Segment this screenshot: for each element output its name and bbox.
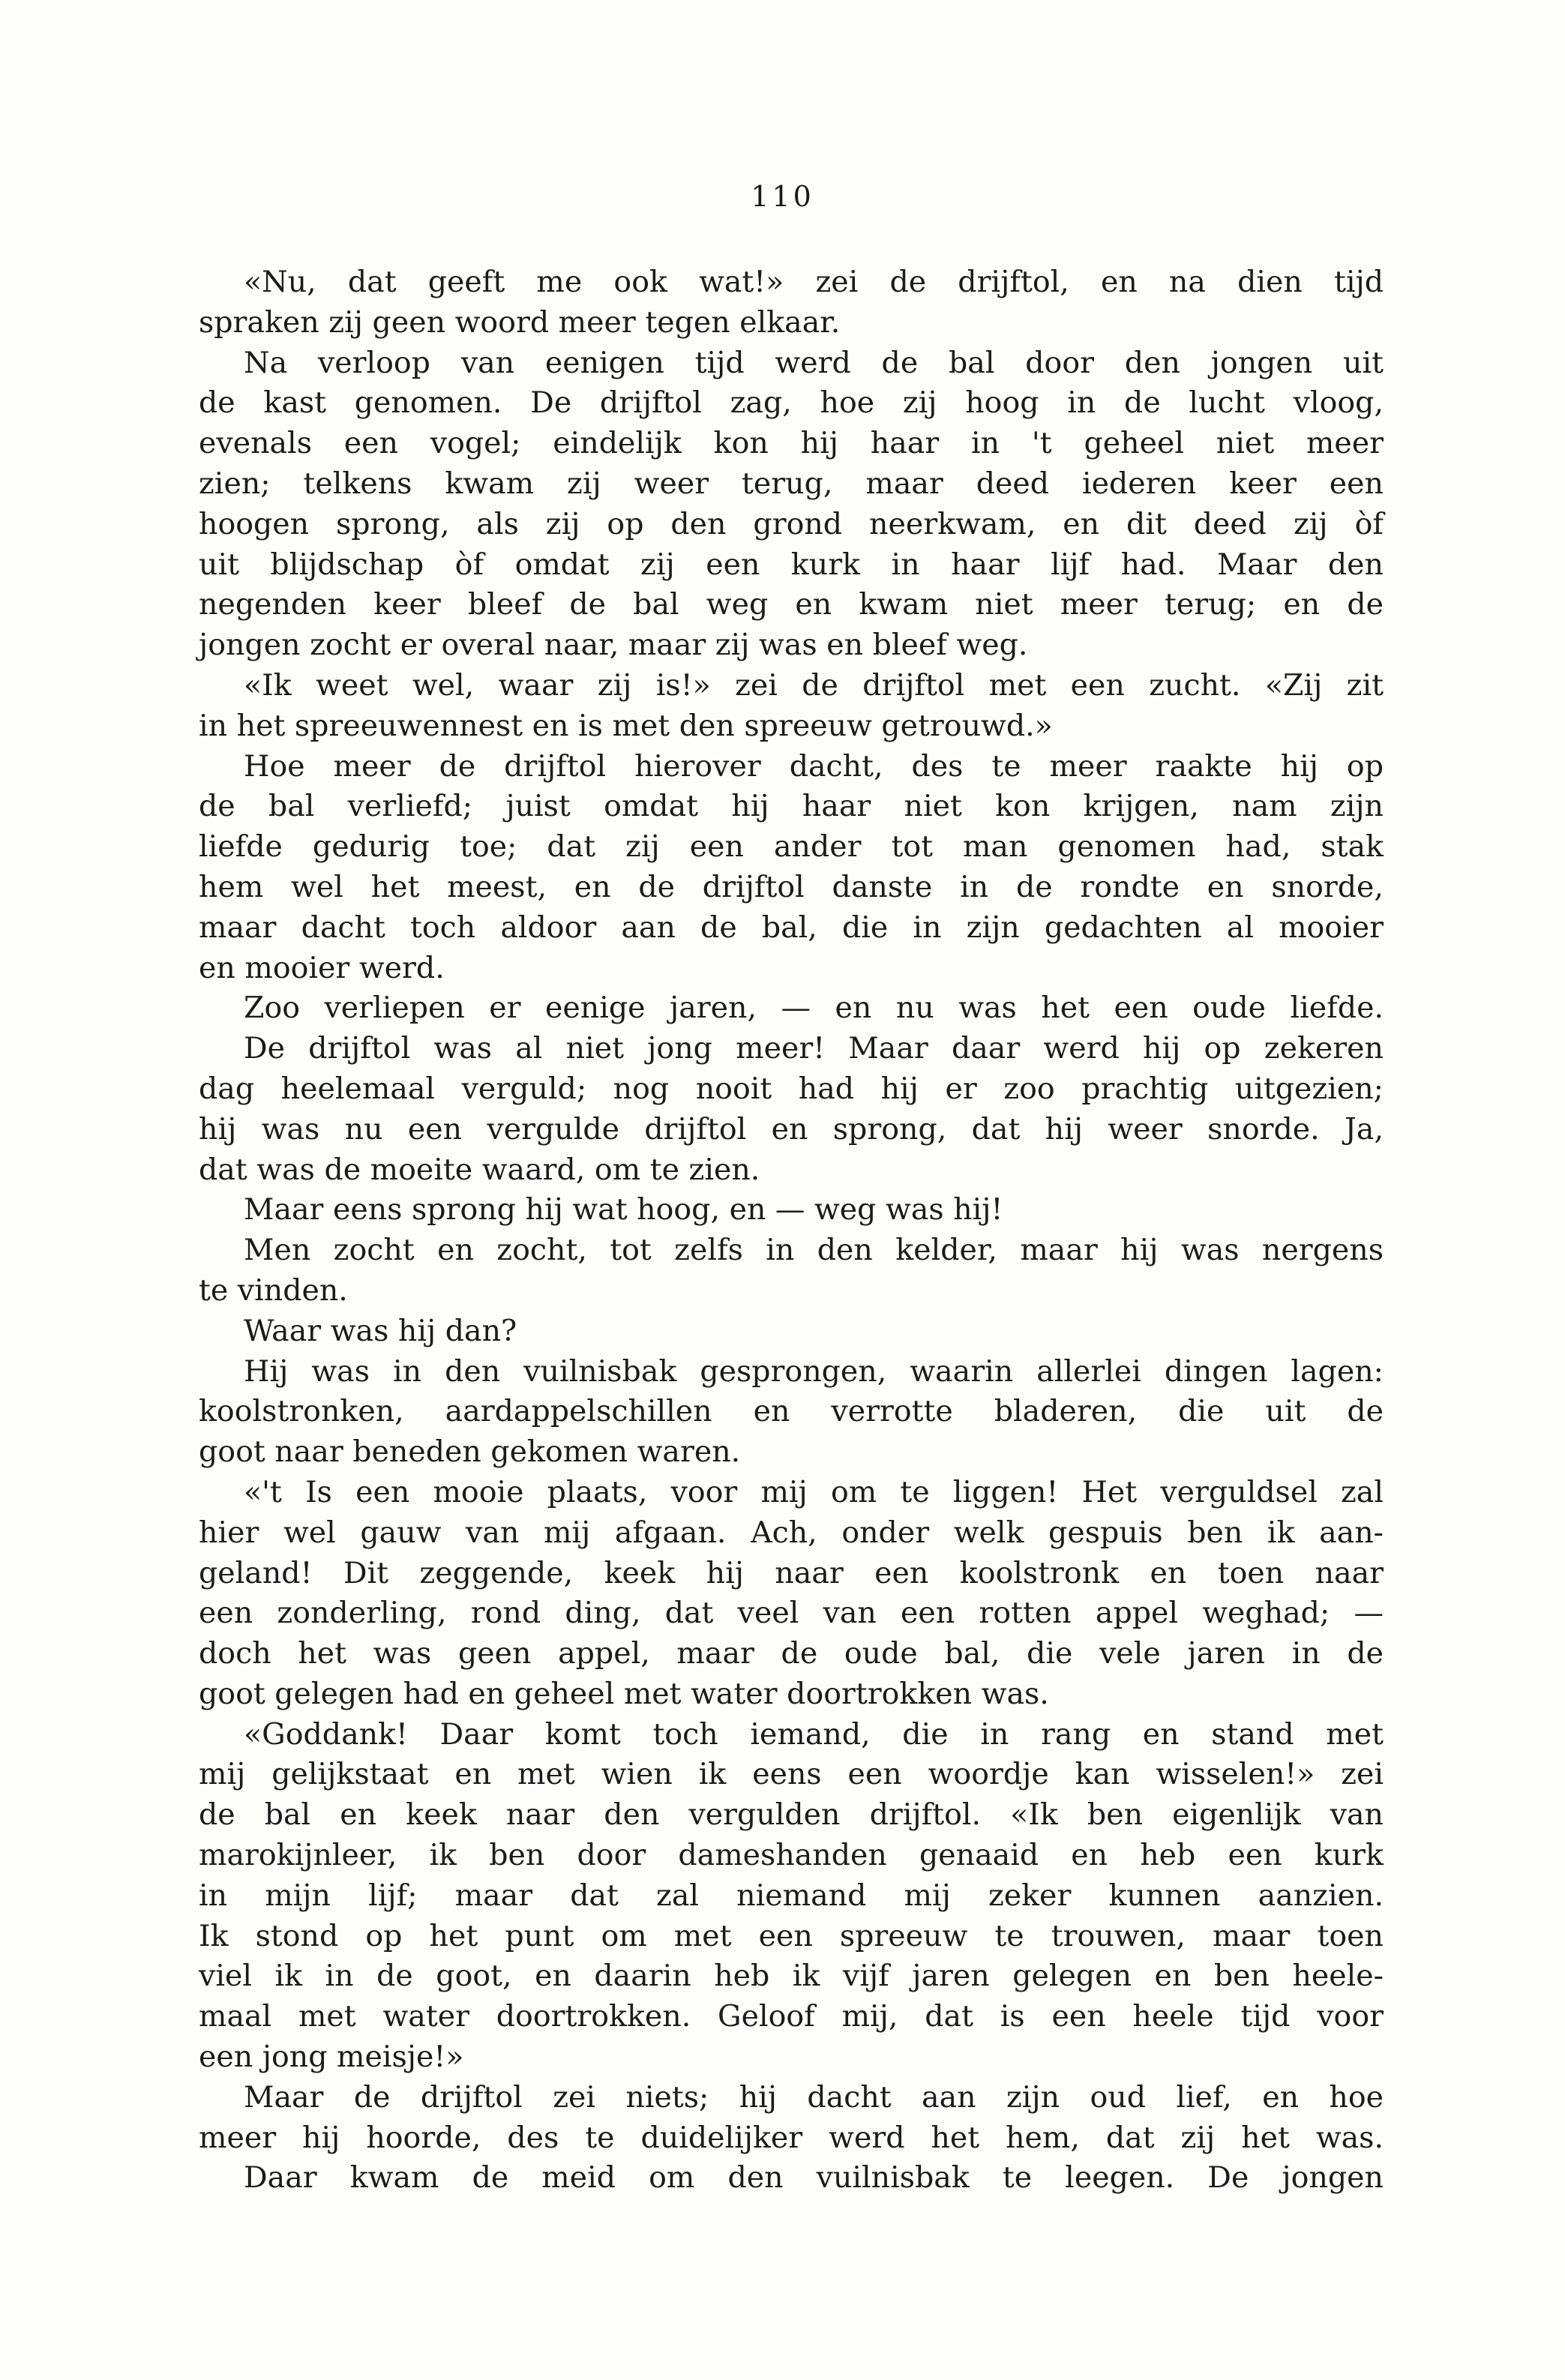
text-line: goot gelegen had en geheel met water doortrokken was. xyxy=(199,1676,1049,1711)
body-text xyxy=(199,262,1384,2199)
text-line: de bal en keek naar den vergulden drijftol. «Ik ben eigenlijk van xyxy=(199,1797,1384,1833)
text-line: De drijftol was al niet jong meer! Maar daar werd hij op zekeren xyxy=(244,1031,1384,1066)
text-line: viel ik in de goot, en daarin heb ik vijf jaren gelegen en ben heele- xyxy=(199,1959,1384,1994)
text-line: hem wel het meest, en de drijftol danste in de rondte en snorde, xyxy=(199,869,1384,904)
text-line: goot naar beneden gekomen waren. xyxy=(199,1434,741,1470)
text-line: spraken zij geen woord meer tegen elkaar. xyxy=(199,304,841,340)
text-line: meer hij hoorde, des te duidelijker werd het hem, dat zij het was. xyxy=(199,2120,1384,2155)
text-line: Men zocht en zocht, tot zelfs in den kelder, maar hij was nergens xyxy=(244,1233,1384,1268)
text-line: te vinden. xyxy=(199,1272,348,1308)
text-line: Ik stond op het punt om met een spreeuw te trouwen, maar toen xyxy=(199,1918,1384,1953)
text-line: marokijnleer, ik ben door dameshanden genaaid en heb een kurk xyxy=(199,1838,1384,1873)
text-line: mij gelijkstaat en met wien ik eens een woordje kan wisselen!» zei xyxy=(199,1757,1384,1792)
text-line: «'t Is een mooie plaats, voor mij om te liggen! Het verguldsel zal xyxy=(244,1474,1384,1509)
text-line: Waar was hij dan? xyxy=(244,1313,517,1348)
text-line: in mijn lijf; maar dat zal niemand mij zeker kunnen aanzien. xyxy=(199,1878,1384,1913)
text-line: uit blijdschap òf omdat zij een kurk in haar lijf had. Maar den xyxy=(199,547,1384,582)
text-line: «Goddank! Daar komt toch iemand, die in rang en stand met xyxy=(244,1716,1384,1752)
text-line: Hij was in den vuilnisbak gesprongen, waarin allerlei dingen lagen: xyxy=(244,1353,1384,1389)
text-line: in het spreeuwennest en is met den spreeuw getrouwd.» xyxy=(199,708,1053,743)
text-line: «Ik weet wel, waar zij is!» zei de drijftol met een zucht. «Zij zit xyxy=(244,667,1384,703)
text-line: de kast genomen. De drijftol zag, hoe zij hoog in de lucht vloog, xyxy=(199,385,1384,421)
text-line: en mooier werd. xyxy=(199,950,445,985)
text-line: liefde gedurig toe; dat zij een ander tot man genomen had, stak xyxy=(199,829,1384,865)
text-line: een zonderling, rond ding, dat veel van een rotten appel weghad; — xyxy=(199,1596,1384,1631)
text-line: dag heelemaal verguld; nog nooit had hij er zoo prachtig uitgezien; xyxy=(199,1071,1384,1106)
text-line: koolstronken, aardappelschillen en verrotte bladeren, die uit de xyxy=(199,1394,1384,1429)
text-line: evenals een vogel; eindelijk kon hij haar in 't geheel niet meer xyxy=(199,426,1384,461)
text-line: Maar eens sprong hij wat hoog, en — weg was hij! xyxy=(244,1192,1003,1227)
text-line: maal met water doortrokken. Geloof mij, dat is een heele tijd voor xyxy=(199,1999,1384,2034)
text-line: maar dacht toch aldoor aan de bal, die in zijn gedachten al mooier xyxy=(199,910,1384,945)
text-line: negenden keer bleef de bal weg en kwam niet meer terug; en de xyxy=(199,587,1384,622)
text-line: een jong meisje!» xyxy=(199,2040,464,2075)
text-line: Daar kwam de meid om den vuilnisbak te leegen. De jongen xyxy=(244,2160,1384,2196)
text-line: Hoe meer de drijftol hierover dacht, des te meer raakte hij op xyxy=(244,748,1384,784)
text-line: geland! Dit zeggende, keek hij naar een koolstronk en toen naar xyxy=(199,1555,1384,1590)
text-line: hier wel gauw van mij afgaan. Ach, onder welk gespuis ben ik aan- xyxy=(199,1515,1384,1550)
text-line: hoogen sprong, als zij op den grond neerkwam, en dit deed zij òf xyxy=(199,506,1384,541)
page-number: 110 xyxy=(751,180,814,213)
text-line: jongen zocht er overal naar, maar zij was en bleef weg. xyxy=(199,628,1028,663)
text-line: Zoo verliepen er eenige jaren, — en nu was het een oude liefde. xyxy=(244,991,1384,1026)
text-line: zien; telkens kwam zij weer terug, maar deed iederen keer een xyxy=(199,466,1384,501)
text-line: doch het was geen appel, maar de oude bal, die vele jaren in de xyxy=(199,1636,1384,1671)
text-line: hij was nu een vergulde drijftol en sprong, dat hij weer snorde. Ja, xyxy=(199,1111,1384,1147)
text-line: dat was de moeite waard, om te zien. xyxy=(199,1152,760,1187)
text-line: «Nu, dat geeft me ook wat!» zei de drijftol, en na dien tijd xyxy=(244,265,1384,299)
text-line: Maar de drijftol zei niets; hij dacht aan zijn oud lief, en hoe xyxy=(244,2079,1384,2115)
text-line: Na verloop van eenigen tijd werd de bal door den jongen uit xyxy=(244,345,1384,380)
text-line: de bal verliefd; juist omdat hij haar niet kon krijgen, nam zijn xyxy=(199,789,1384,824)
